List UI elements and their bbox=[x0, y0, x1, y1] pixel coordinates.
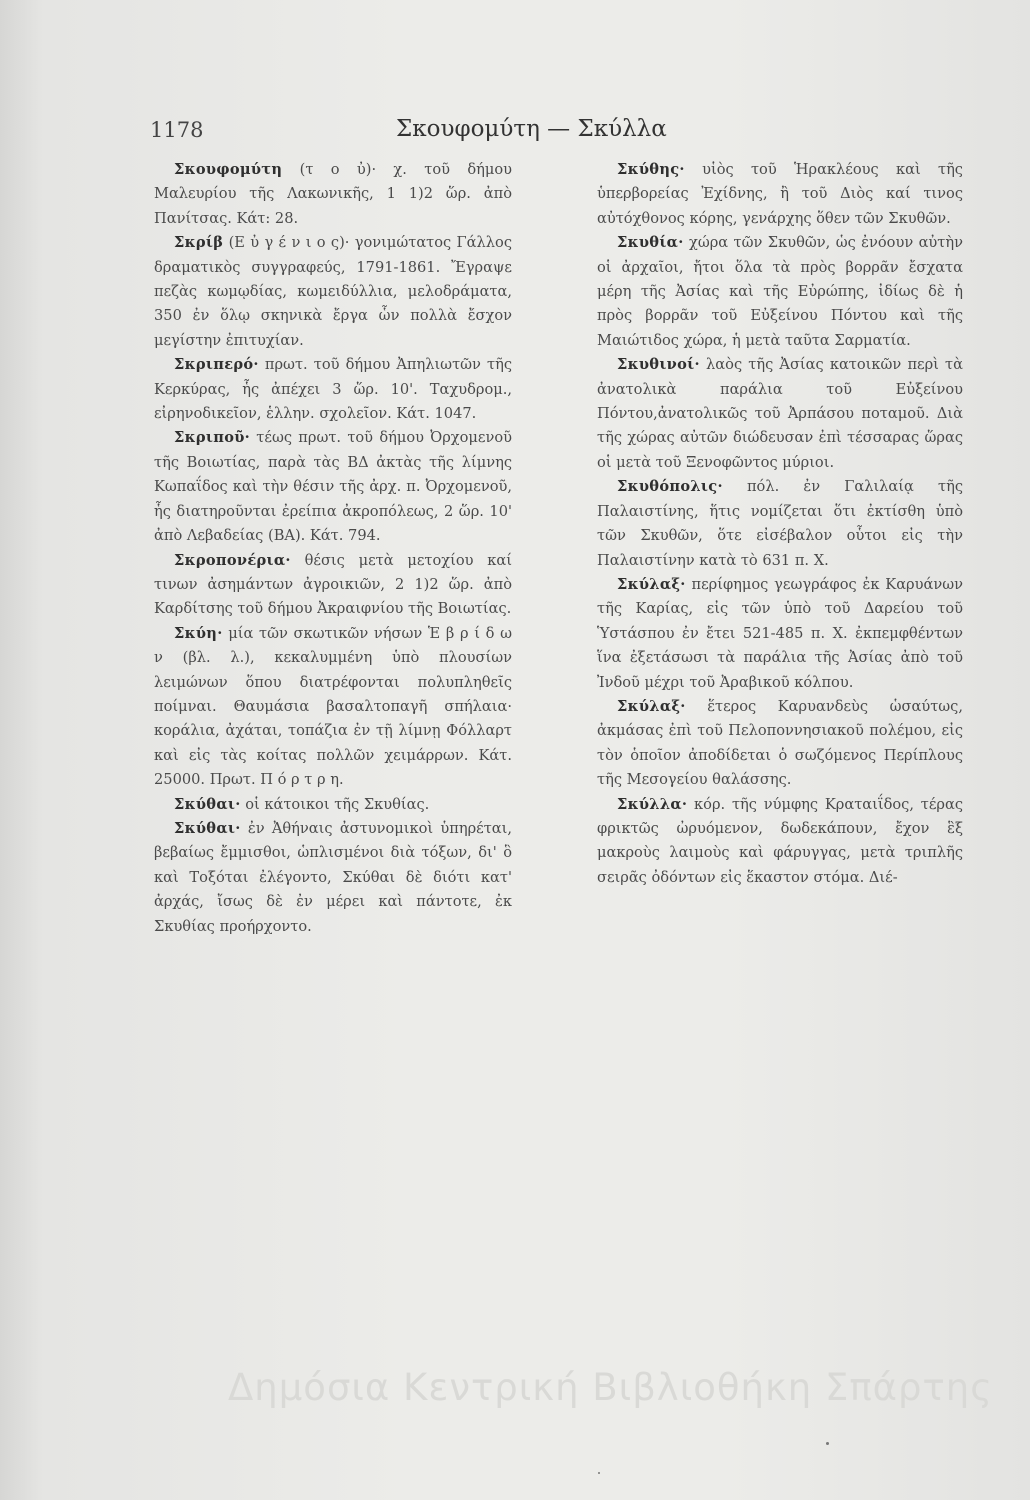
entry-headword: Σκύθαι· bbox=[174, 819, 241, 837]
dictionary-entry bbox=[597, 475, 963, 573]
dictionary-entry bbox=[154, 622, 512, 793]
entry-headword: Σκροπονέρια· bbox=[174, 551, 291, 569]
entry-text: περίφημος γεωγράφος ἐκ Καρυάνων τῆς Καρίας, εἰς τῶν ὑπὸ τοῦ Δαρείου τοῦ Ὑστάσπου ἐν ἔτει 521-485 π. Χ. ἐκπεμφθέντων ἵνα ἐξετάσωσι τὰ παράλια τῆς Ἀσίας ἀπὸ τοῦ Ἰνδοῦ μέχρι τοῦ Ἀραβικοῦ κόλπου. bbox=[597, 575, 963, 691]
dictionary-entry bbox=[154, 353, 512, 426]
dictionary-entry bbox=[154, 231, 512, 353]
entry-text: υἱὸς τοῦ Ἡρακλέους καὶ τῆς ὑπερβορείας Ἐχίδνης, ἢ τοῦ Διὸς καί τινος αὐτόχθονος κόρης, γενάρχης ὅθεν τῶν Σκυθῶν. bbox=[597, 161, 963, 227]
entry-headword: Σκυθόπολις· bbox=[617, 478, 723, 496]
dictionary-entry bbox=[597, 695, 963, 793]
dictionary-entry bbox=[597, 353, 963, 475]
dictionary-entry bbox=[154, 793, 512, 817]
running-head bbox=[150, 118, 750, 148]
entry-text: ἕτερος Καρυανδεὺς ὡσαύτως, ἀκμάσας ἐπὶ τοῦ Πελοποννησιακοῦ πολέμου, εἰς τὸν ὁποῖον ἀποδίδεται ὁ σωζόμενος Περίπλους τῆς Μεσογείου θαλάσσης. bbox=[597, 697, 963, 789]
entry-headword: Σκριπερό· bbox=[174, 356, 259, 374]
left-column bbox=[154, 158, 512, 939]
entry-text: ἐν Ἀθήναις ἀστυνομικοὶ ὑπηρέται, βεβαίως ἔμμισθοι, ὡπλισμένοι διὰ τόξων, δι' ὃ καὶ Τοξόται ἐλέγοντο, Σκύθαι δὲ διότι κατ' ἀρχάς, ἴσως δὲ ἐν μέρει καὶ πάντοτε, ἐκ Σκυθίας προήρχοντο. bbox=[154, 819, 512, 935]
entry-text: (τ ο ὐ)· χ. τοῦ δήμου Μαλευρίου τῆς Λακωνικῆς, 1 1)2 ὥρ. ἀπὸ Πανίτσας. Κάτ: 28. bbox=[154, 161, 512, 227]
scan-speck bbox=[598, 1472, 600, 1474]
library-watermark: Δημόσια Κεντρική Βιβλιοθήκη Σπάρτης bbox=[228, 1366, 993, 1409]
entry-headword: Σκύθαι· bbox=[174, 795, 241, 813]
dictionary-entry bbox=[154, 549, 512, 622]
entry-headword: Σκυθία· bbox=[617, 234, 684, 252]
entry-headword: Σκύλλα· bbox=[617, 795, 688, 813]
entry-headword: Σκύθης· bbox=[617, 161, 685, 178]
entry-headword: Σκρίβ bbox=[174, 234, 224, 252]
entry-text: χώρα τῶν Σκυθῶν, ὡς ἐνόουν αὐτὴν οἱ ἀρχαῖοι, ἤτοι ὅλα τὰ πρὸς βορρᾶν ἔσχατα μέρη τῆς Ἀσίας καὶ τῆς Εὐρώπης, ἰδίως δὲ ἡ πρὸς βορρᾶν τοῦ Εὐξείνου Πόντου καὶ τῆς Μαιώτιδος χώρα, ἡ μετὰ ταῦτα Σαρματία. bbox=[597, 234, 963, 349]
dictionary-entry bbox=[154, 426, 512, 548]
entry-text: πρωτ. τοῦ δήμου Ἀπηλιωτῶν τῆς Κερκύρας, ἧς ἀπέχει 3 ὥρ. 10'. Ταχυδρομ., εἰρηνοδικεῖον, ἑλλην. σχολεῖον. Κάτ. 1047. bbox=[154, 356, 512, 423]
dictionary-entry bbox=[154, 817, 512, 939]
dictionary-entry bbox=[154, 158, 512, 231]
entry-text: πόλ. ἐν Γαλιλαίᾳ τῆς Παλαιστίνης, ἥτις νομίζεται ὅτι ἐκτίσθη ὑπὸ τῶν Σκυθῶν, ὅτε εἰσέβαλον οὗτοι εἰς τὴν Παλαιστίνην κατὰ τὸ 631 π. Χ. bbox=[597, 478, 963, 569]
page-number: 1178 bbox=[150, 118, 204, 142]
entry-text: τέως πρωτ. τοῦ δήμου Ὀρχομενοῦ τῆς Βοιωτίας, παρὰ τὰς ΒΔ ἀκτὰς τῆς λίμνης Κωπαΐδος καὶ τὴν θέσιν τῆς ἀρχ. π. Ὀρχομενοῦ, ἧς διατηροῦνται ἐρείπια ἀκροπόλεως, 2 ὥρ. 10' ἀπὸ Λεβαδείας (ΒΑ). Κάτ. 794. bbox=[154, 429, 512, 545]
entry-text: κόρ. τῆς νύμφης Κραταιΐδος, τέρας φρικτῶς ὠρυόμενον, δωδεκάπουν, ἔχον ἓξ μακροὺς λαιμοὺς καὶ φάρυγγας, μετὰ τριπλῆς σειρᾶς ὀδόντων εἰς ἕκαστον στόμα. Διέ- bbox=[597, 795, 963, 886]
dictionary-entry bbox=[597, 158, 963, 231]
dictionary-entry bbox=[597, 573, 963, 695]
entry-headword: Σκυθινοί· bbox=[617, 356, 700, 374]
entry-text: (Ε ὐ γ έ ν ι ο ς)· γονιμώτατος Γάλλος δραματικὸς συγγραφεύς, 1791-1861. Ἔγραψε πεζὰς κωμῳδίας, κωμειδύλλια, μελοδράματα, 350 ἐν ὅλῳ σκηνικὰ ἔργα ὧν πολλὰ ἔσχον μεγίστην ἐπιτυχίαν. bbox=[154, 234, 512, 349]
entry-headword: Σκύλαξ· bbox=[617, 575, 686, 593]
entry-text: θέσις μετὰ μετοχίου καί τινων ἀσημάντων ἀγροικιῶν, 2 1)2 ὥρ. ἀπὸ Καρδίτσης τοῦ δήμου Ἀκραιφνίου τῆς Βοιωτίας. bbox=[154, 551, 512, 618]
entry-headword: Σκριποῦ· bbox=[174, 429, 251, 447]
page-edge-shadow bbox=[0, 0, 42, 1500]
entry-headword: Σκύλαξ· bbox=[617, 697, 686, 715]
right-column bbox=[597, 158, 963, 890]
running-head-title: Σκουφομύτη — Σκύλλα bbox=[396, 116, 667, 142]
entry-text: οἱ κάτοικοι τῆς Σκυθίας. bbox=[240, 795, 430, 813]
scan-speck bbox=[826, 1442, 829, 1445]
entry-headword: Σκύη· bbox=[174, 624, 223, 642]
entry-text: μία τῶν σκωτικῶν νήσων Ἑ β ρ ί δ ω ν (βλ. λ.), κεκαλυμμένη ὑπὸ πλουσίων λειμώνων ὅπου διατρέφονται πολυπληθεῖς ποίμναι. Θαυμάσια βασαλτοπαγῆ σπήλαια· κοράλια, ἀχάται, τοπάζια ἐν τῇ λίμνῃ Φόλλαρτ καὶ εἰς τὰς κοίτας πολλῶν χειμάρρων. Κάτ. 25000. Πρωτ. Π ό ρ τ ρ η. bbox=[154, 624, 512, 789]
entry-text: λαὸς τῆς Ἀσίας κατοικῶν περὶ τὰ ἀνατολικὰ παράλια τοῦ Εὐξείνου Πόντου,ἀνατολικῶς τοῦ Ἀρπάσου ποταμοῦ. Διὰ τῆς χώρας αὐτῶν διώδευσαν ἐπὶ τέσσαρας ὥρας οἱ μετὰ τοῦ Ξενοφῶντος μύριοι. bbox=[597, 356, 963, 471]
entry-headword: Σκουφομύτη bbox=[174, 161, 283, 178]
dictionary-entry bbox=[597, 793, 963, 891]
dictionary-entry bbox=[597, 231, 963, 353]
